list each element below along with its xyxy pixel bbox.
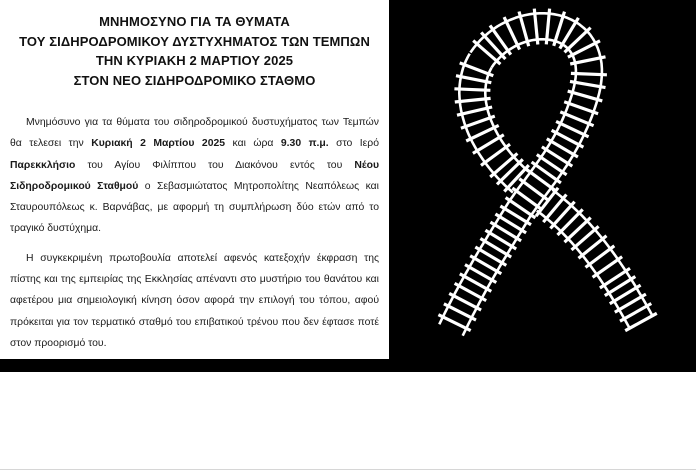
notice-title (10, 12, 379, 90)
date-text: Κυριακή 2 Μαρτίου 2025 (91, 138, 226, 150)
text-run: ο Σεβασμιώτατος Μητροπολίτης Νεαπόλεως και Σταυρουπόλεως κ. Βαρνάβας, με αφορμή τη συμπλήρωση δύο ετών από το τραγικό δυστύχημα. (10, 180, 379, 235)
text-run: στο Ιερό (328, 138, 379, 150)
title-line: ΣΤΟΝ ΝΕΟ ΣΙΔΗΡΟΔΡΟΜΙΚΟ ΣΤΑΘΜΟ (73, 72, 316, 88)
time-text: 9.30 π.μ. (280, 138, 329, 150)
title-line: ΤΟΥ ΣΙΔΗΡΟΔΡΟΜΙΚΟΥ ΔΥΣΤΥΧΗΜΑΤΟΣ ΤΩΝ ΤΕΜΠΩΝ (19, 33, 370, 49)
chapel-text: Παρεκκλήσιο (10, 159, 76, 171)
memorial-notice (0, 0, 389, 359)
ribbon-panel (389, 0, 696, 372)
title-line: ΜΝΗΜΟΣΥΝΟ ΓΙΑ ΤΑ ΘΥΜΑΤΑ (99, 14, 290, 29)
title-line: ΤΗΝ ΚΥΡΙΑΚΗ 2 ΜΑΡΤΙΟΥ 2025 (95, 53, 294, 68)
station-text: Νέου Σιδηροδρομικού Σταθμού (10, 159, 379, 192)
divider (0, 469, 696, 470)
text-run: και ώρα (225, 138, 281, 150)
paragraph-2: Η συγκεκριμένη πρωτοβουλία αποτελεί αφενός κατεξοχήν έκφραση της πίστης και της εμπειρίας της Εκκλησίας απέναντι στο μυστήριο του θανάτου και αφετέρου μια σημειολογική κίνηση όσον αφορά την επιλογή του τόπου, αφού πρόκειται για τον τερματικό σταθμό του επιβατικού τρένου που δεν έφτασε ποτέ στον προορισμό του. (10, 252, 379, 349)
railway-track-ribbon-icon (389, 0, 696, 372)
text-run: του Αγίου Φιλίππου του Διακόνου εντός του (75, 159, 355, 171)
paragraph-1 (10, 112, 379, 240)
notice-body (10, 112, 379, 354)
text-run: Μνημόσυνο για τα θύματα του σιδηροδρομικού δυστυχήματος των Τεμπών θα τελεσει την (10, 117, 379, 150)
